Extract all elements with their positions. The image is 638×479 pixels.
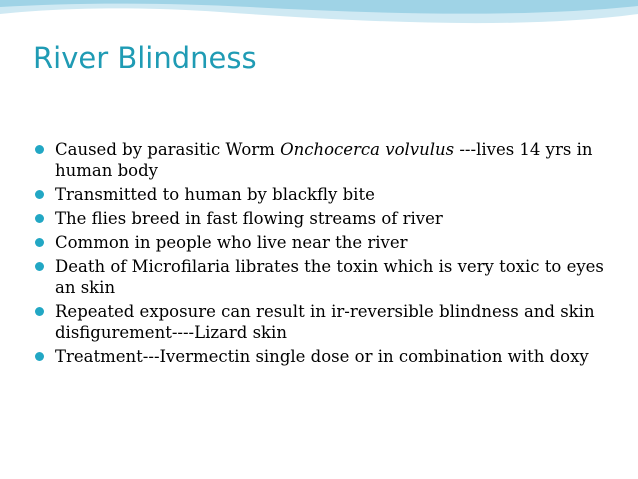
bullet-icon bbox=[35, 352, 44, 361]
bullet-text: Caused by parasitic Worm Onchocerca volvulus ---lives 14 yrs in human body bbox=[55, 140, 593, 180]
bullet-text: Treatment---Ivermectin single dose or in combination with doxy bbox=[55, 347, 589, 366]
bullet-icon bbox=[35, 145, 44, 154]
bullet-item bbox=[35, 184, 615, 205]
bullet-item bbox=[35, 139, 615, 181]
bullet-item bbox=[35, 346, 615, 367]
bullet-item bbox=[35, 256, 615, 298]
bullet-icon bbox=[35, 238, 44, 247]
bullet-text: Repeated exposure can result in ir-reversible blindness and skin disfigurement----Lizard skin bbox=[55, 302, 595, 342]
slide-title: River Blindness bbox=[33, 41, 257, 75]
bullet-text: Common in people who live near the river bbox=[55, 233, 408, 252]
bullet-icon bbox=[35, 262, 44, 271]
bullet-icon bbox=[35, 307, 44, 316]
bullet-list bbox=[35, 139, 615, 370]
bullet-icon bbox=[35, 214, 44, 223]
bullet-text: The flies breed in fast flowing streams of river bbox=[55, 209, 443, 228]
bullet-item bbox=[35, 301, 615, 343]
bullet-icon bbox=[35, 190, 44, 199]
bullet-text: Transmitted to human by blackfly bite bbox=[55, 185, 375, 204]
header-swoosh-decoration bbox=[0, 0, 638, 40]
bullet-item bbox=[35, 232, 615, 253]
bullet-item bbox=[35, 208, 615, 229]
species-name: Onchocerca volvulus bbox=[280, 140, 455, 159]
bullet-text: Death of Microfilaria librates the toxin which is very toxic to eyes an skin bbox=[55, 257, 604, 297]
